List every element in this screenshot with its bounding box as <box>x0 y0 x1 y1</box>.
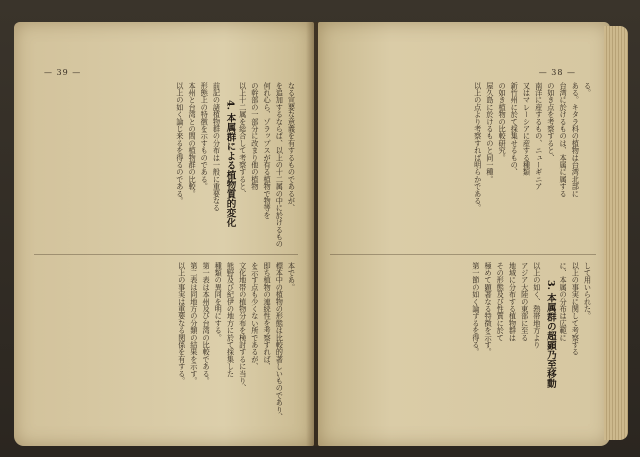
text-column: 以上の事実に関して考察する <box>571 262 581 356</box>
text-column: 即ち植物の連続性を考察すれば、 <box>263 262 273 370</box>
text-column: 以上の如く、熱帯地方より <box>532 262 542 349</box>
text-column: に、本属の分布は広範に <box>559 262 569 342</box>
text-column: 形態上の特徴を示すものである。 <box>200 82 210 190</box>
page-edges <box>604 26 628 440</box>
right-page <box>318 22 610 446</box>
section-heading: 4. 本属群による植物質的変化 <box>224 100 236 228</box>
text-column: 第一表は本州及び台湾の比較である。 <box>202 262 212 385</box>
text-column: を追加するならば、以上の十二属の中に於けるもの <box>275 82 285 248</box>
text-column: 又はマレーシアに産する種類 <box>522 82 532 176</box>
left-upper-columns <box>36 82 298 250</box>
text-column: の如き植物の比較研究。 <box>498 82 508 162</box>
text-column: を示す点も少くない所であるが、 <box>250 262 260 370</box>
text-column: 地域に分布する植物群は <box>508 262 518 342</box>
text-column: アジア大陸の東部に至る <box>520 262 530 342</box>
text-column: なる宣要な意義を有するものであるが、 <box>287 82 297 212</box>
text-column: 新竹州に於て採集せるもの、 <box>510 82 520 176</box>
text-column: 第一節の如く論ずるを得る。 <box>471 262 481 356</box>
text-column: 何れ心ら、ゾラップスが有る植物で物等を <box>263 82 273 219</box>
text-column: 台湾に於けるものは、本属に属する <box>559 82 569 198</box>
text-column: その形態及び性質に於て <box>496 262 506 342</box>
page-number-left: — 39 — <box>44 68 82 77</box>
left-page <box>14 22 314 446</box>
right-upper-columns <box>332 82 594 250</box>
section-heading: 3. 本属群の超顕乃至移動 <box>544 280 556 389</box>
text-column: 南洋に産するもの、ニューギニア <box>534 82 544 190</box>
text-column: る。 <box>583 82 593 97</box>
text-column: の幹部の一部分に改まり他の植物 <box>250 82 260 190</box>
text-column: 前記の諸植物群の分布は一般に重要なる <box>212 82 222 212</box>
text-column: 文化地帯の植物分布を検討するに当り、 <box>238 262 248 392</box>
text-column: 種類の異同を明にする。 <box>214 262 224 342</box>
text-column: 本州と台湾との間の植物群の比較。 <box>188 82 198 198</box>
text-column: 標本中の植物の形態は比較的著しいものであり、 <box>275 262 285 421</box>
text-column: 第二表は同地方の分類の結果を示す。 <box>189 262 199 385</box>
text-column: 以上十二属を総合して考察すると、 <box>238 82 248 198</box>
section-divider <box>330 254 596 255</box>
left-lower-columns <box>36 262 298 434</box>
page-number-right: — 38 — <box>538 68 576 77</box>
text-column: 以上の如く論じ来るを得るのである。 <box>175 82 185 205</box>
text-column: の如き点を考察すると、 <box>546 82 556 162</box>
right-lower-columns <box>332 262 594 434</box>
text-column: 極めて顕著なる特徴を示す。 <box>484 262 494 356</box>
text-column: して用いられた。 <box>583 262 593 320</box>
text-column: 熊野及び紀伊の地方に於て採集した <box>226 262 236 378</box>
text-column: 屋久島に於けるものと同一種。 <box>485 82 495 183</box>
text-column: 以上の点より考察すれば明らかである。 <box>473 82 483 212</box>
text-column: 以上の事実は重要なる関係を有する。 <box>177 262 187 385</box>
section-divider <box>34 254 298 255</box>
text-column: ある。キタラ科の植物は台湾北部に <box>571 82 581 198</box>
text-column: 本であ。 <box>287 262 297 291</box>
